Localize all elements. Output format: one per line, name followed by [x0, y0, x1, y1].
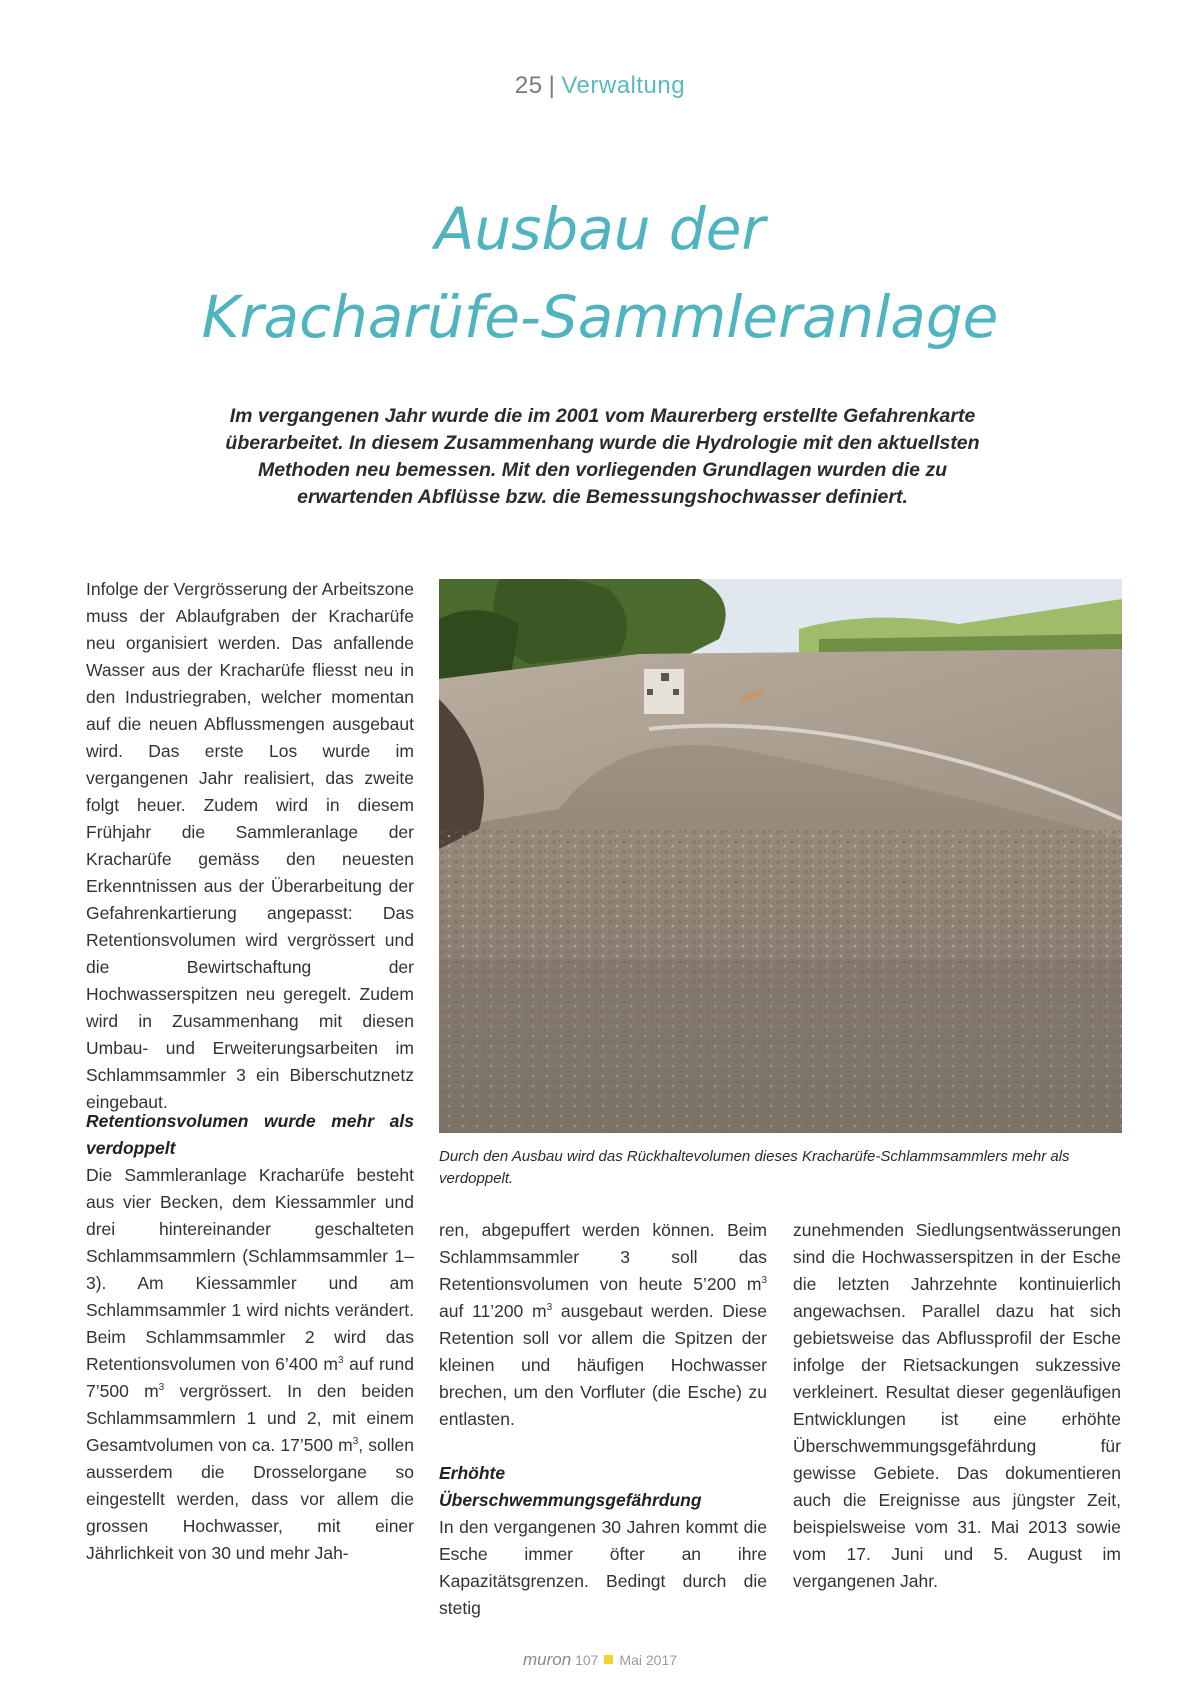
- page-number: 25: [514, 72, 543, 99]
- footer-square-icon: [604, 1655, 613, 1664]
- section1-paragraph-2: [439, 1217, 767, 1433]
- text-run: auf 11’200 m: [439, 1301, 547, 1321]
- text-run: , sollen ausserdem die Drosselorgane so eingestellt werden, dass vor allem die grossen Hochwasser, mit einer Jährlichkeit von 30 und mehr Jah-: [86, 1435, 414, 1563]
- superscript: 3: [546, 1302, 553, 1314]
- text-run: auf rund 7’500 m: [86, 1354, 414, 1401]
- section1-heading: Retentionsvolumen wurde mehr als verdoppelt: [86, 1111, 414, 1158]
- lead-paragraph: Im vergangenen Jahr wurde die im 2001 vom Maurerberg erstellte Gefahrenkarte überarbeitet. In diesem Zusammenhang wurde die Hydrologie mit den aktuellsten Methoden neu bemessen. Mit den vorliegenden Grundlagen wurden die zu erwartenden Abflüsse bzw. die Bemessungshochwasser definiert.: [225, 404, 980, 508]
- section-label: Verwaltung: [561, 72, 686, 99]
- text-run: ren, abgepuffert werden können. Beim Schlammsammler 3 soll das Retentionsvolumen von heute 5’200 m: [439, 1220, 767, 1294]
- page-footer: [0, 1650, 1200, 1670]
- intro-column: [86, 576, 414, 1116]
- superscript: 3: [158, 1382, 165, 1394]
- text-run: ausgebaut werden. Diese Retention soll vor allem die Spitzen der kleinen und häufigen Hochwasser brechen, um den Vorfluter (die Esche) zu entlasten.: [439, 1301, 767, 1429]
- issue-date: Mai 2017: [619, 1652, 678, 1668]
- section2-paragraph-2: zunehmenden Siedlungsentwässerungen sind die Hochwasserspitzen in der Esche die letzten Jahrzehnte kontinuierlich angewachsen. Parallel dazu hat sich gebietsweise das Abflussprofil der Esche infolge der Rietsackungen sukzessive verkleinert. Resultat dieser gegenläufigen Entwicklungen ist eine erhöhte Überschwemmungsgefährdung für gewisse Gebiete. Das dokumentieren auch die Ereignisse aus jüngster Zeit, beispielsweise vom 31. Mai 2013 sowie vom 17. Juni und 5. August im vergangenen Jahr.: [793, 1220, 1121, 1591]
- section2-heading: Erhöhte Überschwemmungsgefährdung: [439, 1463, 702, 1510]
- header-separator: |: [548, 72, 556, 99]
- superscript: 3: [761, 1275, 767, 1287]
- issue-number: 107: [575, 1652, 599, 1668]
- section1-paragraph-1: [86, 1162, 414, 1567]
- text-run: vergrössert. In den beiden Schlammsammlern 1 und 2, mit einem Gesamtvolumen von ca. 17’500 m: [86, 1381, 414, 1455]
- article-title: [0, 185, 1200, 361]
- column-2: [439, 1217, 767, 1622]
- column-1: [86, 1108, 414, 1567]
- section2-paragraph-1: In den vergangenen 30 Jahren kommt die Esche immer öfter an ihre Kapazitätsgrenzen. Bedingt durch die stetig: [439, 1517, 767, 1618]
- text-run: Die Sammleranlage Kracharüfe besteht aus vier Becken, dem Kiessammler und drei hintereinander geschalteten Schlammsammlern (Schlammsammler 1–3). Am Kiessammler und am Schlammsammler 1 wird nichts verändert. Beim Schlammsammler 2 wird das Retentionsvolumen von 6’400 m: [86, 1165, 414, 1374]
- photo-caption: Durch den Ausbau wird das Rückhaltevolumen dieses Kracharüfe-Schlammsammlers mehr als verdoppelt.: [439, 1148, 1070, 1187]
- title-line-2: Kracharüfe-Sammleranlage: [201, 283, 999, 351]
- page-header: [0, 72, 1200, 100]
- superscript: 3: [338, 1355, 344, 1367]
- title-line-1: Ausbau der: [434, 195, 766, 263]
- superscript: 3: [352, 1436, 359, 1448]
- sediment-basin-photo: [439, 579, 1122, 1133]
- intro-paragraph: Infolge der Vergrösserung der Arbeitszone muss der Ablaufgraben der Kracharüfe neu organisiert werden. Das anfallende Wasser aus der Kracharüfe fliesst neu in den Industriegraben, welcher momentan auf die neuen Abflussmengen ausgebaut wird. Das erste Los wurde im vergangenen Jahr realisiert, das zweite folgt heuer. Zudem wird in diesem Frühjahr die Sammleranlage der Kracharüfe gemäss den neuesten Erkenntnissen aus der Überarbeitung der Gefahrenkartierung angepasst: Das Retentionsvolumen wird vergrössert und die Bewirtschaftung der Hochwasserspitzen neu geregelt. Zudem wird in Zusammenhang mit diesen Umbau- und Erweiterungsarbeiten im Schlammsammler 3 ein Biberschutznetz eingebaut.: [86, 579, 414, 1112]
- column-3: [793, 1217, 1121, 1595]
- article-photo: [439, 579, 1122, 1133]
- magazine-name: muron: [522, 1650, 572, 1669]
